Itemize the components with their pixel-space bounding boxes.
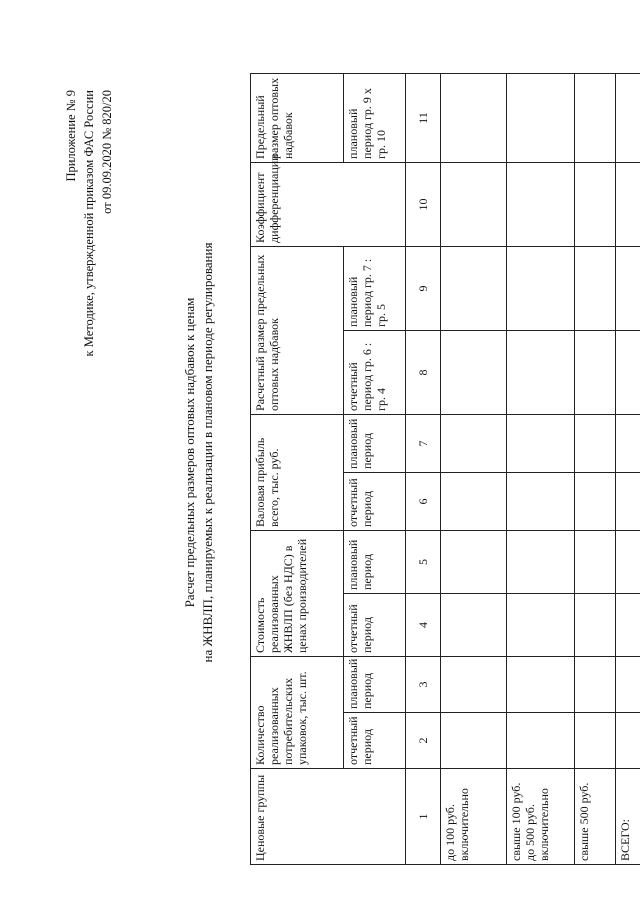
- header-cost: Стоимость реализованных ЖНВЛП (без НДС) в ценах производителей: [251, 530, 344, 656]
- header-calculated-markup: Расчетный размер предельных оптовых надбавок: [251, 246, 344, 414]
- column-number: 6: [406, 472, 441, 530]
- document-title: Расчет предельных размеров оптовых надбавок к ценам: [182, 297, 197, 608]
- data-cell: [616, 593, 640, 656]
- data-cell: [616, 330, 640, 414]
- data-cell: [575, 414, 616, 472]
- data-cell: [507, 472, 575, 530]
- subheader-reporting-2: отчетный период: [344, 713, 406, 769]
- subheader-planned-3: плановый период: [344, 656, 406, 712]
- data-cell: [441, 713, 507, 769]
- subheader-planned-7: плановый период: [344, 414, 406, 472]
- document-subtitle: на ЖНВЛП, планируемых к реализации в плановом периоде регулирования: [200, 242, 215, 663]
- data-cell: [507, 73, 575, 162]
- column-number: 7: [406, 414, 441, 472]
- header-gross-profit: Валовая прибыль всего, тыс. руб.: [251, 414, 344, 530]
- subheader-reporting-8: отчетный период гр. 6 : гр. 4: [344, 330, 406, 414]
- data-cell: [507, 530, 575, 593]
- data-cell: [575, 472, 616, 530]
- data-cell: [507, 656, 575, 712]
- data-cell: [616, 656, 640, 712]
- appendix-order-date: от 09.09.2020 № 820/20: [100, 90, 114, 214]
- subheader-reporting-6: отчетный период: [344, 472, 406, 530]
- data-cell: [507, 162, 575, 246]
- price-group-label: свыше 100 руб. до 500 руб. включительно: [507, 769, 575, 865]
- data-cell: [575, 73, 616, 162]
- column-numbers-row: [406, 73, 441, 864]
- data-cell: [441, 414, 507, 472]
- header-max-markup: Предельный размер оптовых надбавок: [251, 73, 344, 162]
- data-cell: [441, 73, 507, 162]
- column-number: 10: [406, 162, 441, 246]
- data-cell: [575, 713, 616, 769]
- header-packages-count: Количество реализованных потребительских упаковок, тыс. шт.: [251, 656, 344, 768]
- data-cell: [441, 472, 507, 530]
- column-number: 5: [406, 530, 441, 593]
- data-cell: [575, 246, 616, 330]
- data-cell: [575, 593, 616, 656]
- data-cell: [616, 414, 640, 472]
- data-cell: [616, 713, 640, 769]
- data-cell: [507, 330, 575, 414]
- column-number: 8: [406, 330, 441, 414]
- data-cell: [441, 246, 507, 330]
- data-cell: [507, 414, 575, 472]
- header-coefficient: Коэффициент дифференциации: [251, 162, 406, 246]
- data-cell: [616, 246, 640, 330]
- data-cell: [441, 330, 507, 414]
- data-cell: [575, 656, 616, 712]
- total-label: ВСЕГО:: [616, 769, 640, 865]
- appendix-reference: к Методике, утвержденной приказом ФАС России: [82, 90, 96, 357]
- data-cell: [616, 73, 640, 162]
- column-number: 1: [406, 769, 441, 865]
- subheader-planned-5: плановый период: [344, 530, 406, 593]
- data-cell: [575, 162, 616, 246]
- data-cell: [441, 530, 507, 593]
- data-cell: [616, 530, 640, 593]
- data-cell: [575, 330, 616, 414]
- price-group-label: свыше 500 руб.: [575, 769, 616, 865]
- data-cell: [616, 162, 640, 246]
- table-row: [575, 73, 616, 864]
- calculation-table: [250, 73, 640, 865]
- data-cell: [507, 246, 575, 330]
- data-cell: [441, 656, 507, 712]
- table-row-total: [616, 73, 640, 864]
- column-number: 9: [406, 246, 441, 330]
- table-row: [507, 73, 575, 864]
- data-cell: [507, 593, 575, 656]
- column-number: 11: [406, 73, 441, 162]
- data-cell: [507, 713, 575, 769]
- column-number: 3: [406, 656, 441, 712]
- subheader-reporting-4: отчетный период: [344, 593, 406, 656]
- subheader-planned-9: плановый период гр. 7 : гр. 5: [344, 246, 406, 330]
- subheader-planned-11: плановый период гр. 9 х гр. 10: [344, 73, 406, 162]
- header-price-groups: Ценовые группы: [251, 769, 406, 865]
- data-cell: [441, 162, 507, 246]
- data-cell: [441, 593, 507, 656]
- price-group-label: до 100 руб. включительно: [441, 769, 507, 865]
- appendix-number: Приложение № 9: [64, 90, 78, 182]
- column-number: 4: [406, 593, 441, 656]
- data-cell: [575, 530, 616, 593]
- column-number: 2: [406, 713, 441, 769]
- table-row: [441, 73, 507, 864]
- data-cell: [616, 472, 640, 530]
